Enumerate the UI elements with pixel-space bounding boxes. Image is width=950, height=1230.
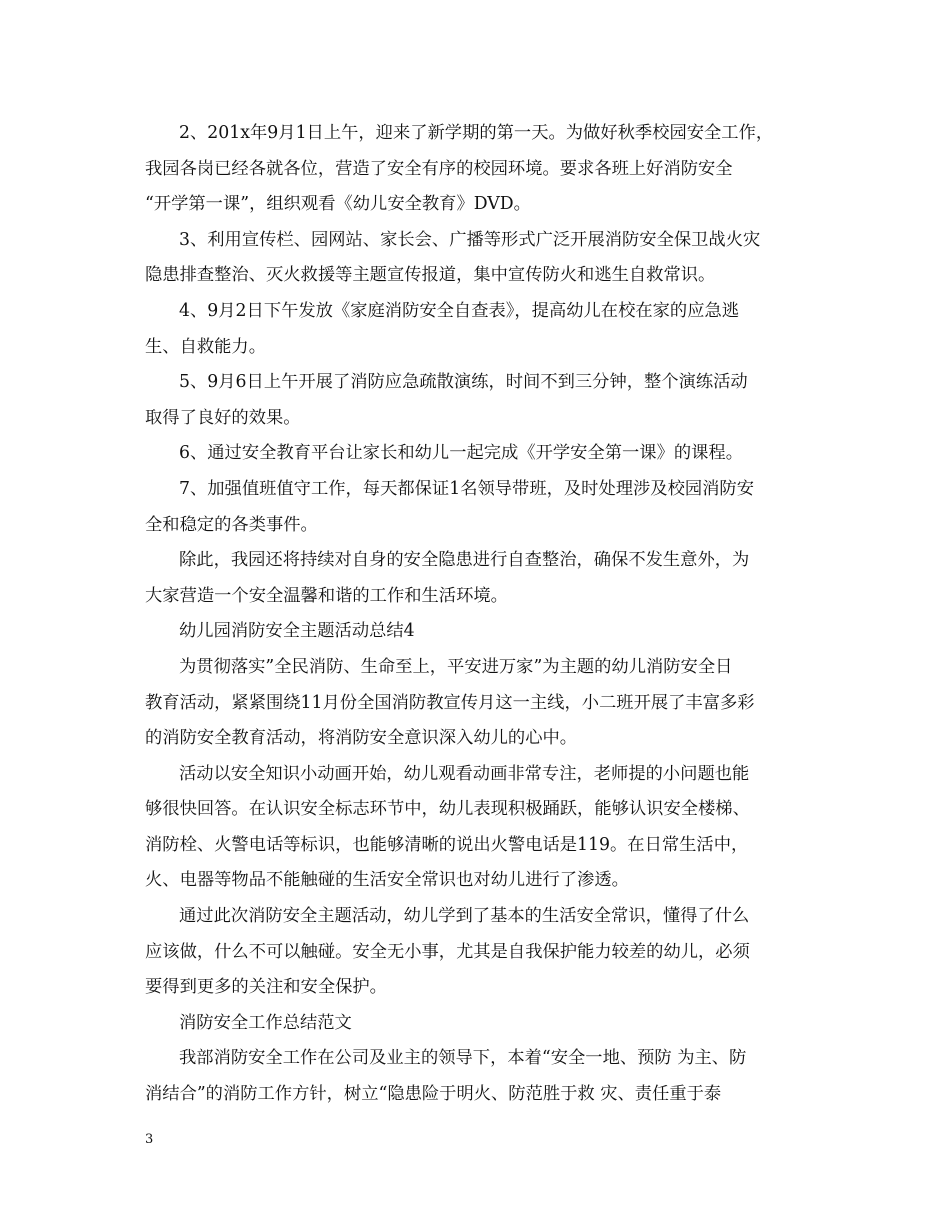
text-line: “开学第一课”，组织观看《幼儿安全教育》DVD。: [145, 194, 531, 215]
text-line: 为贯彻落实”全民消防、生命至上，平安进万家”为主题的幼儿消防安全日: [179, 656, 733, 677]
text-line: 2、201x年9月1日上午，迎来了新学期的第一天。为做好秋季校园安全工作，: [179, 123, 774, 143]
text-line: 全和稳定的各类事件。: [145, 514, 318, 535]
text-line: 应该做，什么不可以触碰。安全无小事，尤其是自我保护能力较差的幼儿，必须: [145, 941, 750, 962]
text-line: 火、电器等物品不能触碰的生活安全常识也对幼儿进行了渗透。: [145, 870, 629, 891]
text-line: 6、通过安全教育平台让家长和幼儿一起完成《开学安全第一课》的课程。: [179, 443, 743, 464]
text-line: 除此，我园还将持续对自身的安全隐患进行自查整治，确保不发生意外，为: [179, 550, 750, 571]
text-line: 活动以安全知识小动画开始，幼儿观看动画非常专注，老师提的小问题也能: [179, 763, 750, 784]
section-heading: 消防安全工作总结范文: [179, 1012, 352, 1033]
text-line: 消结合”的消防工作方针，树立“隐患险于明火、防范胜于救 灾、责任重于泰: [145, 1084, 722, 1105]
text-line: 教育活动，紧紧围绕11月份全国消防教宣传月这一主线，小二班开展了丰富多彩: [145, 692, 755, 713]
text-line: 的消防安全教育活动，将消防安全意识深入幼儿的心中。: [145, 728, 578, 749]
text-line: 我园各岗已经各就各位，营造了安全有序的校园环境。要求各班上好消防安全: [145, 158, 733, 179]
text-line: 大家营造一个安全温馨和谐的工作和生活环境。: [145, 585, 508, 606]
text-line: 我部消防安全工作在公司及业主的领导下，本着“安全一地、预防 为主、防: [179, 1048, 747, 1069]
text-line: 7、加强值班值守工作，每天都保证1名领导带班，及时处理涉及校园消防安: [179, 478, 754, 499]
page-number: 3: [145, 1132, 154, 1147]
body-text: [145, 116, 815, 1113]
section-heading: 幼儿园消防安全主题活动总结4: [179, 621, 415, 642]
text-line: 3、利用宣传栏、园网站、家长会、广播等形式广泛开展消防安全保卫战火灾: [179, 229, 761, 250]
text-line: 够很快回答。在认识安全标志环节中，幼儿表现积极踊跃，能够认识安全楼梯、: [145, 799, 750, 820]
text-line: 要得到更多的关注和安全保护。: [145, 977, 387, 998]
text-line: 5、9月6日上午开展了消防应急疏散演练，时间不到三分钟，整个演练活动: [179, 372, 748, 393]
text-line: 消防栓、火警电话等标识，也能够清晰的说出火警电话是119。在日常生活中，: [145, 834, 749, 855]
text-line: 取得了良好的效果。: [145, 407, 301, 428]
text-line: 隐患排查整治、灭火救援等主题宣传报道，集中宣传防火和逃生自救常识。: [145, 265, 716, 286]
text-line: 生、自救能力。: [145, 336, 266, 357]
text-line: 通过此次消防安全主题活动，幼儿学到了基本的生活安全常识，懂得了什么: [179, 906, 750, 927]
text-line: 4、9月2日下午发放《家庭消防安全自查表》，提高幼儿在校在家的应急逃: [179, 300, 740, 321]
